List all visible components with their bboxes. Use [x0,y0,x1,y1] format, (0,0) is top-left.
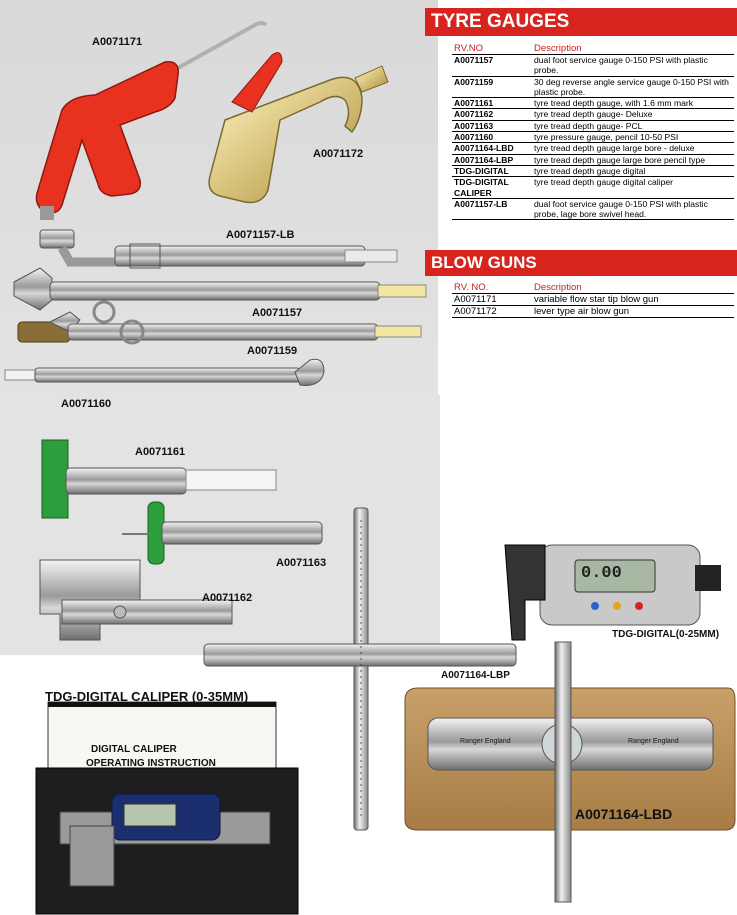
part-description: tyre tread depth gauge digital caliper [532,177,734,199]
label-a0071157-lb: A0071157-LB [226,229,295,241]
service-gauge-dual-foot-image [14,268,426,322]
part-number: A0071157 [452,55,532,77]
caliper-manual-subtitle: OPERATING INSTRUCTION [86,758,216,769]
label-a0071164-lbd: A0071164-LBD [575,806,673,822]
part-number: A0071164-LBD [452,143,532,154]
part-number: A0071162 [452,109,532,120]
digital-tread-depth-gauge-image [505,545,721,640]
label-a0071157: A0071157 [252,307,303,319]
part-number: A0071161 [452,98,532,109]
digital-gauge-readout: 0.00 [581,564,622,583]
label-a0071159: A0071159 [247,345,298,357]
part-description: tyre pressure gauge, pencil 10-50 PSI [532,132,734,143]
part-description: 30 deg reverse angle service gauge 0-150 PSI with plastic probe. [532,76,734,98]
part-description: variable flow star tip blow gun [532,294,734,306]
label-a0071160: A0071160 [61,398,112,410]
part-number: A0071160 [452,132,532,143]
label-tdg-digital-caliper: TDG-DIGITAL CALIPER (0-35MM) [45,689,249,704]
label-a0071162: A0071162 [202,592,253,604]
pencil-pressure-gauge-image [5,359,324,385]
blow-gun-lever-image [209,53,388,203]
part-description: tyre tread depth gauge large bore - deluxe [532,143,734,154]
label-a0071172: A0071172 [313,148,364,160]
label-tdg-digital: TDG-DIGITAL(0-25MM) [612,629,720,640]
column-header-description: Description [532,282,734,294]
part-number: TDG-DIGITAL [452,165,532,176]
part-description: tyre tread depth gauge, with 1.6 mm mark [532,98,734,109]
brand-plate-right: Ranger England [628,738,679,745]
part-number: A0071159 [452,76,532,98]
part-description: dual foot service gauge 0-150 PSI with plastic probe, lage bore swivel head. [532,198,734,220]
part-description: tyre tread depth gauge digital [532,165,734,176]
label-a0071171: A0071171 [92,36,143,48]
service-gauge-large-bore-image [40,230,397,268]
part-number: A0071157-LB [452,198,532,220]
part-number: A0071172 [452,306,532,318]
tread-depth-gauge-large-bore-deluxe-image [405,642,735,902]
part-number: TDG-DIGITAL CALIPER [452,177,532,199]
tread-depth-gauge-pcl-image [122,502,322,564]
column-header-description: Description [532,43,734,55]
part-number: A0071171 [452,294,532,306]
part-number: A0071164-LBP [452,154,532,165]
digital-caliper-kit-image [36,702,298,914]
section-title-blow-guns: BLOW GUNS [425,250,737,276]
part-description: tyre tread depth gauge- Deluxe [532,109,734,120]
part-number: A0071163 [452,120,532,131]
brand-plate-left: Ranger England [460,738,511,745]
part-description: dual foot service gauge 0-150 PSI with plastic probe. [532,55,734,77]
label-a0071161: A0071161 [135,446,186,458]
caliper-manual-title: DIGITAL CALIPER [91,744,177,755]
column-header-rvno: RV. NO. [452,282,532,294]
label-a0071164-lbp: A0071164-LBP [441,670,510,681]
part-description: tyre tread depth gauge large bore pencil type [532,154,734,165]
service-gauge-reverse-angle-image [18,312,421,343]
label-a0071163: A0071163 [276,557,327,569]
column-header-rvno: RV.NO [452,43,532,55]
section-title-tyre-gauges: TYRE GAUGES [425,8,737,36]
part-description: tyre tread depth gauge- PCL [532,120,734,131]
part-description: lever type air blow gun [532,306,734,318]
